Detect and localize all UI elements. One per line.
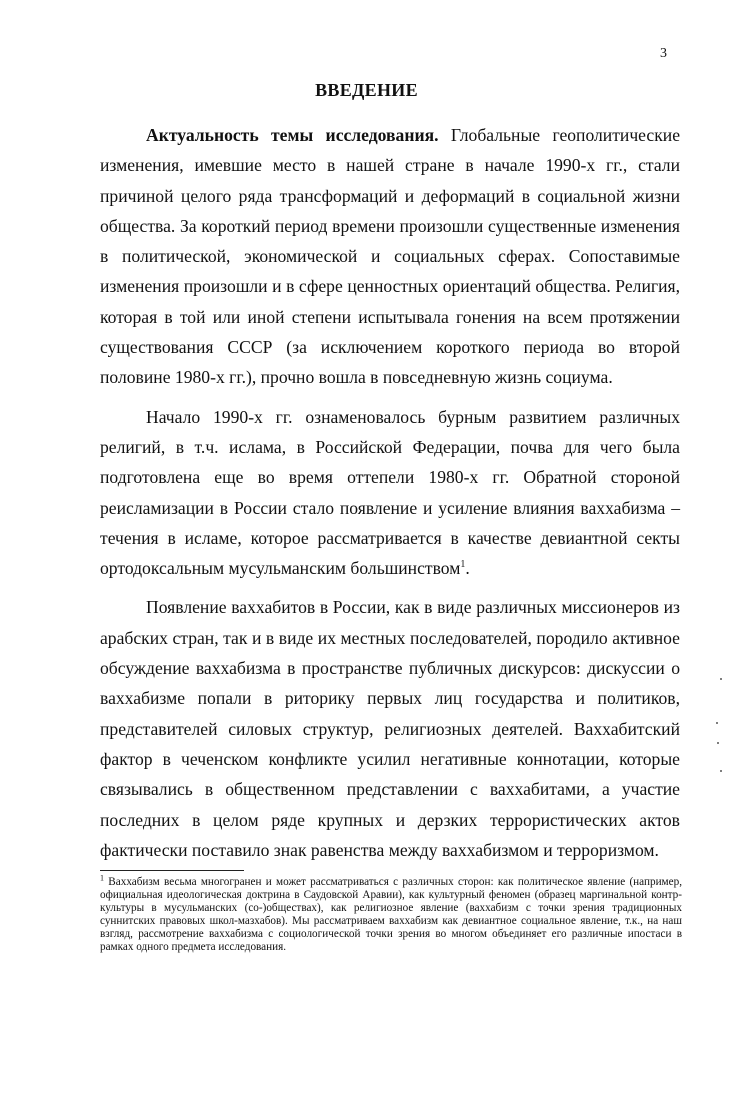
footnote-mark: 1 bbox=[100, 873, 104, 883]
footnote-reference[interactable]: 1 bbox=[460, 559, 466, 571]
main-text bbox=[100, 120, 680, 874]
scan-artifact bbox=[717, 742, 719, 744]
paragraph-relevance bbox=[100, 120, 680, 393]
page-number: 3 bbox=[660, 46, 667, 61]
paragraph-text: Глобальные геополитические изменения, имевшие место в нашей стране в начале 1990-х гг., стали причиной целого ряда трансформаций и деформаций в социальной жизни общества. За короткий период времени произошли существенные изменения в политической, экономической и социальных сферах. Сопоставимые изменения произошли и в сфере ценностных ориентаций общества. Религия, которая в той или иной степени испытывала гонения на всем протяжении существования СССР (за исключением короткого периода во второй половине 1980-х гг.), прочно вошла в повседневную жизнь социума. bbox=[100, 125, 680, 388]
paragraph-wahhabis bbox=[100, 592, 680, 865]
scan-artifact bbox=[716, 722, 718, 724]
page-heading: ВВЕДЕНИЕ bbox=[315, 80, 418, 100]
paragraph-text: Начало 1990-х гг. ознаменовалось бурным развитием различных религий, в т.ч. ислама, в Российской Федерации, почва для чего была подготовлена еще во время оттепели 1980-х гг. Обратной стороной реисламизации в России стало появление и усиление влияния ваххабизма – течения в исламе, которое рассматривается в качестве девиантной секты ортодоксальным мусульманским большинством bbox=[100, 406, 680, 579]
paragraph-text: Появление ваххабитов в России, как в виде различных миссионеров из арабских стран, так и в виде их местных последователей, породило активное обсуждение ваххабизма в пространстве публичных дискурсов: дискуссии о ваххабизме попали в риторику первых лиц государства и политиков, представителей силовых структур, религиозных деятелей. Ваххабитский фактор в чеченском конфликте усилил негативные коннотации, которые связывались в общественном представлении с ваххабитами, а участие последних в целом ряде крупных и дерзких террористических актов фактически поставило знак равенства между ваххабизмом и терроризмом. bbox=[100, 597, 680, 860]
paragraph-1990s bbox=[100, 402, 680, 584]
paragraph-end: . bbox=[465, 558, 470, 579]
footnote-divider bbox=[100, 870, 244, 871]
paragraph-lead-label: Актуальность темы исследования. bbox=[146, 125, 439, 145]
scan-artifact bbox=[720, 678, 722, 680]
footnote-text: Ваххабизм весьма многогранен и может рассматриваться с различных сторон: как политическое явление (например, официальная идеологическая доктрина в Саудовской Аравии), как культурный феномен (образец маргинальной контр-культуры в мусульманских (со-)обществах), как религиозное явление (ваххабизм с точки зрения традиционных суннитских правовых школ-мазхабов). Мы рассматриваем ваххабизм как девиантное социальное явление, т.к., на наш взгляд, рассмотрение ваххабизма с социологической точки зрения во многом объединяет его различные ипостаси в рамках одного предмета исследования. bbox=[100, 876, 682, 954]
scan-artifact bbox=[720, 770, 722, 772]
footnote bbox=[100, 873, 682, 955]
